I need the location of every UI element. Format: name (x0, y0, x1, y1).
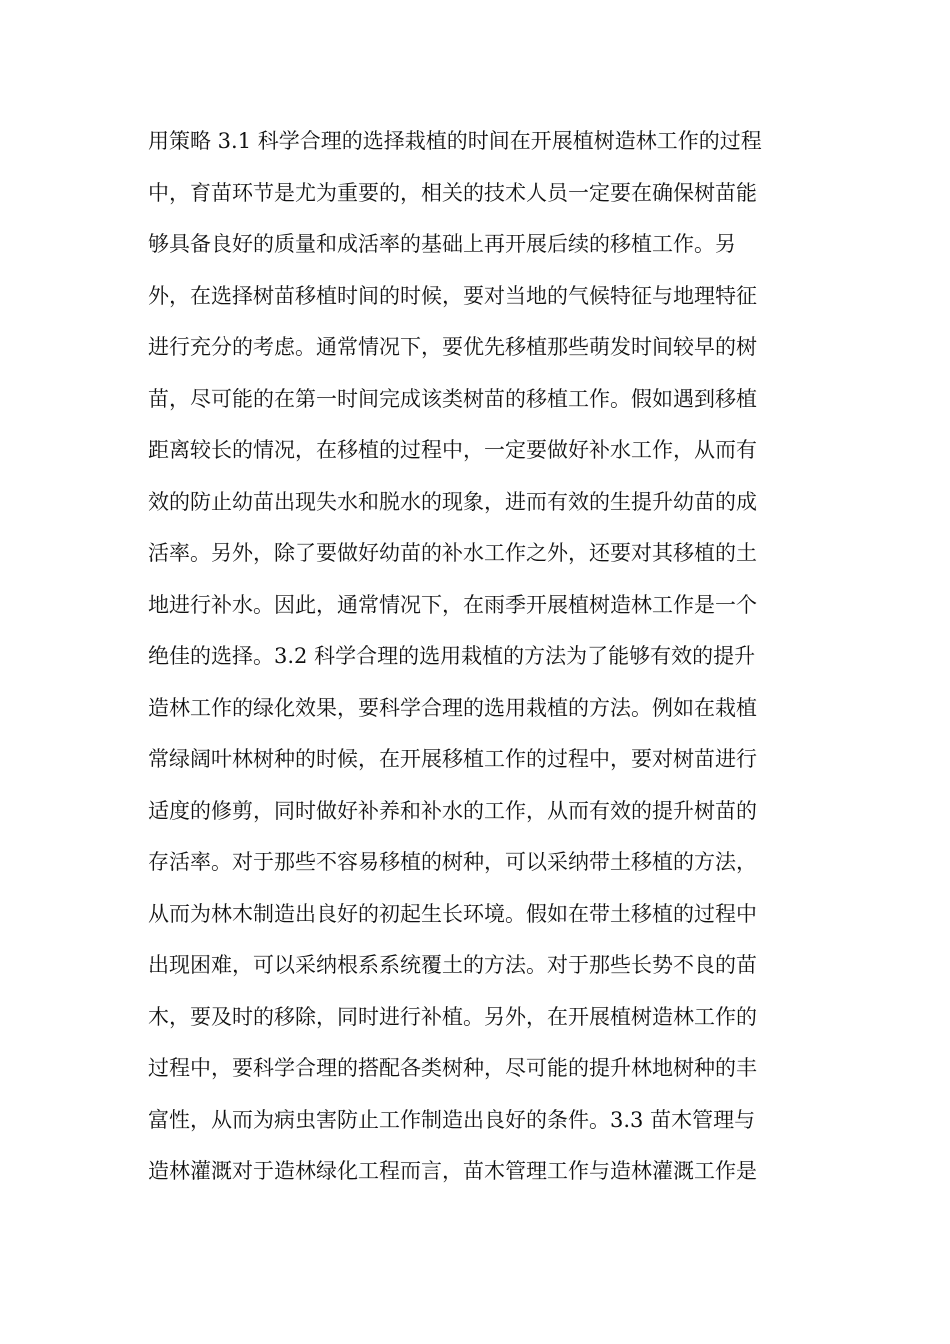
text-line: 效的防止幼苗出现失水和脱水的现象，进而有效的生提升幼苗的成 (148, 489, 757, 514)
text-line: 用策略 3.1 科学合理的选择栽植的时间在开展植树造林工作的过程 (148, 129, 762, 153)
text-line: 中，育苗环节是尤为重要的，相关的技术人员一定要在确保树苗能 (148, 180, 757, 205)
text-line: 活率。另外，除了要做好幼苗的补水工作之外，还要对其移植的土 (148, 541, 757, 565)
text-line: 距离较长的情况，在移植的过程中，一定要做好补水工作，从而有 (148, 438, 757, 462)
text-line: 外，在选择树苗移植时间的时候，要对当地的气候特征与地理特征 (148, 283, 757, 308)
text-line: 造林工作的绿化效果，要科学合理的选用栽植的方法。例如在栽植 (148, 695, 757, 720)
text-line: 地进行补水。因此，通常情况下，在雨季开展植树造林工作是一个 (148, 592, 757, 617)
text-line: 出现困难，可以采纳根系系统覆土的方法。对于那些长势不良的苗 (148, 953, 757, 977)
text-line: 过程中，要科学合理的搭配各类树种，尽可能的提升林地树种的丰 (148, 1056, 757, 1080)
text-line: 存活率。对于那些不容易移植的树种，可以采纳带土移植的方法， (148, 850, 757, 874)
text-line: 进行充分的考虑。通常情况下，要优先移植那些萌发时间较早的树 (148, 335, 757, 359)
text-line: 造林灌溉对于造林绿化工程而言，苗木管理工作与造林灌溉工作是 (148, 1159, 757, 1183)
text-line: 富性，从而为病虫害防止工作制造出良好的条件。3.3 苗木管理与 (148, 1107, 756, 1132)
text-line: 绝佳的选择。3.2 科学合理的选用栽植的方法为了能够有效的提升 (148, 644, 756, 668)
text-line: 常绿阔叶林树种的时候，在开展移植工作的过程中，要对树苗进行 (148, 747, 757, 771)
text-line: 够具备良好的质量和成活率的基础上再开展后续的移植工作。另 (148, 232, 736, 256)
text-line: 苗，尽可能的在第一时间完成该类树苗的移植工作。假如遇到移植 (148, 386, 757, 411)
text-line: 从而为林木制造出良好的初起生长环境。假如在带土移植的过程中 (148, 901, 757, 926)
text-line: 适度的修剪，同时做好补养和补水的工作，从而有效的提升树苗的 (148, 798, 757, 823)
text-line: 木，要及时的移除，同时进行补植。另外，在开展植树造林工作的 (148, 1004, 757, 1029)
body-text (148, 116, 808, 1198)
